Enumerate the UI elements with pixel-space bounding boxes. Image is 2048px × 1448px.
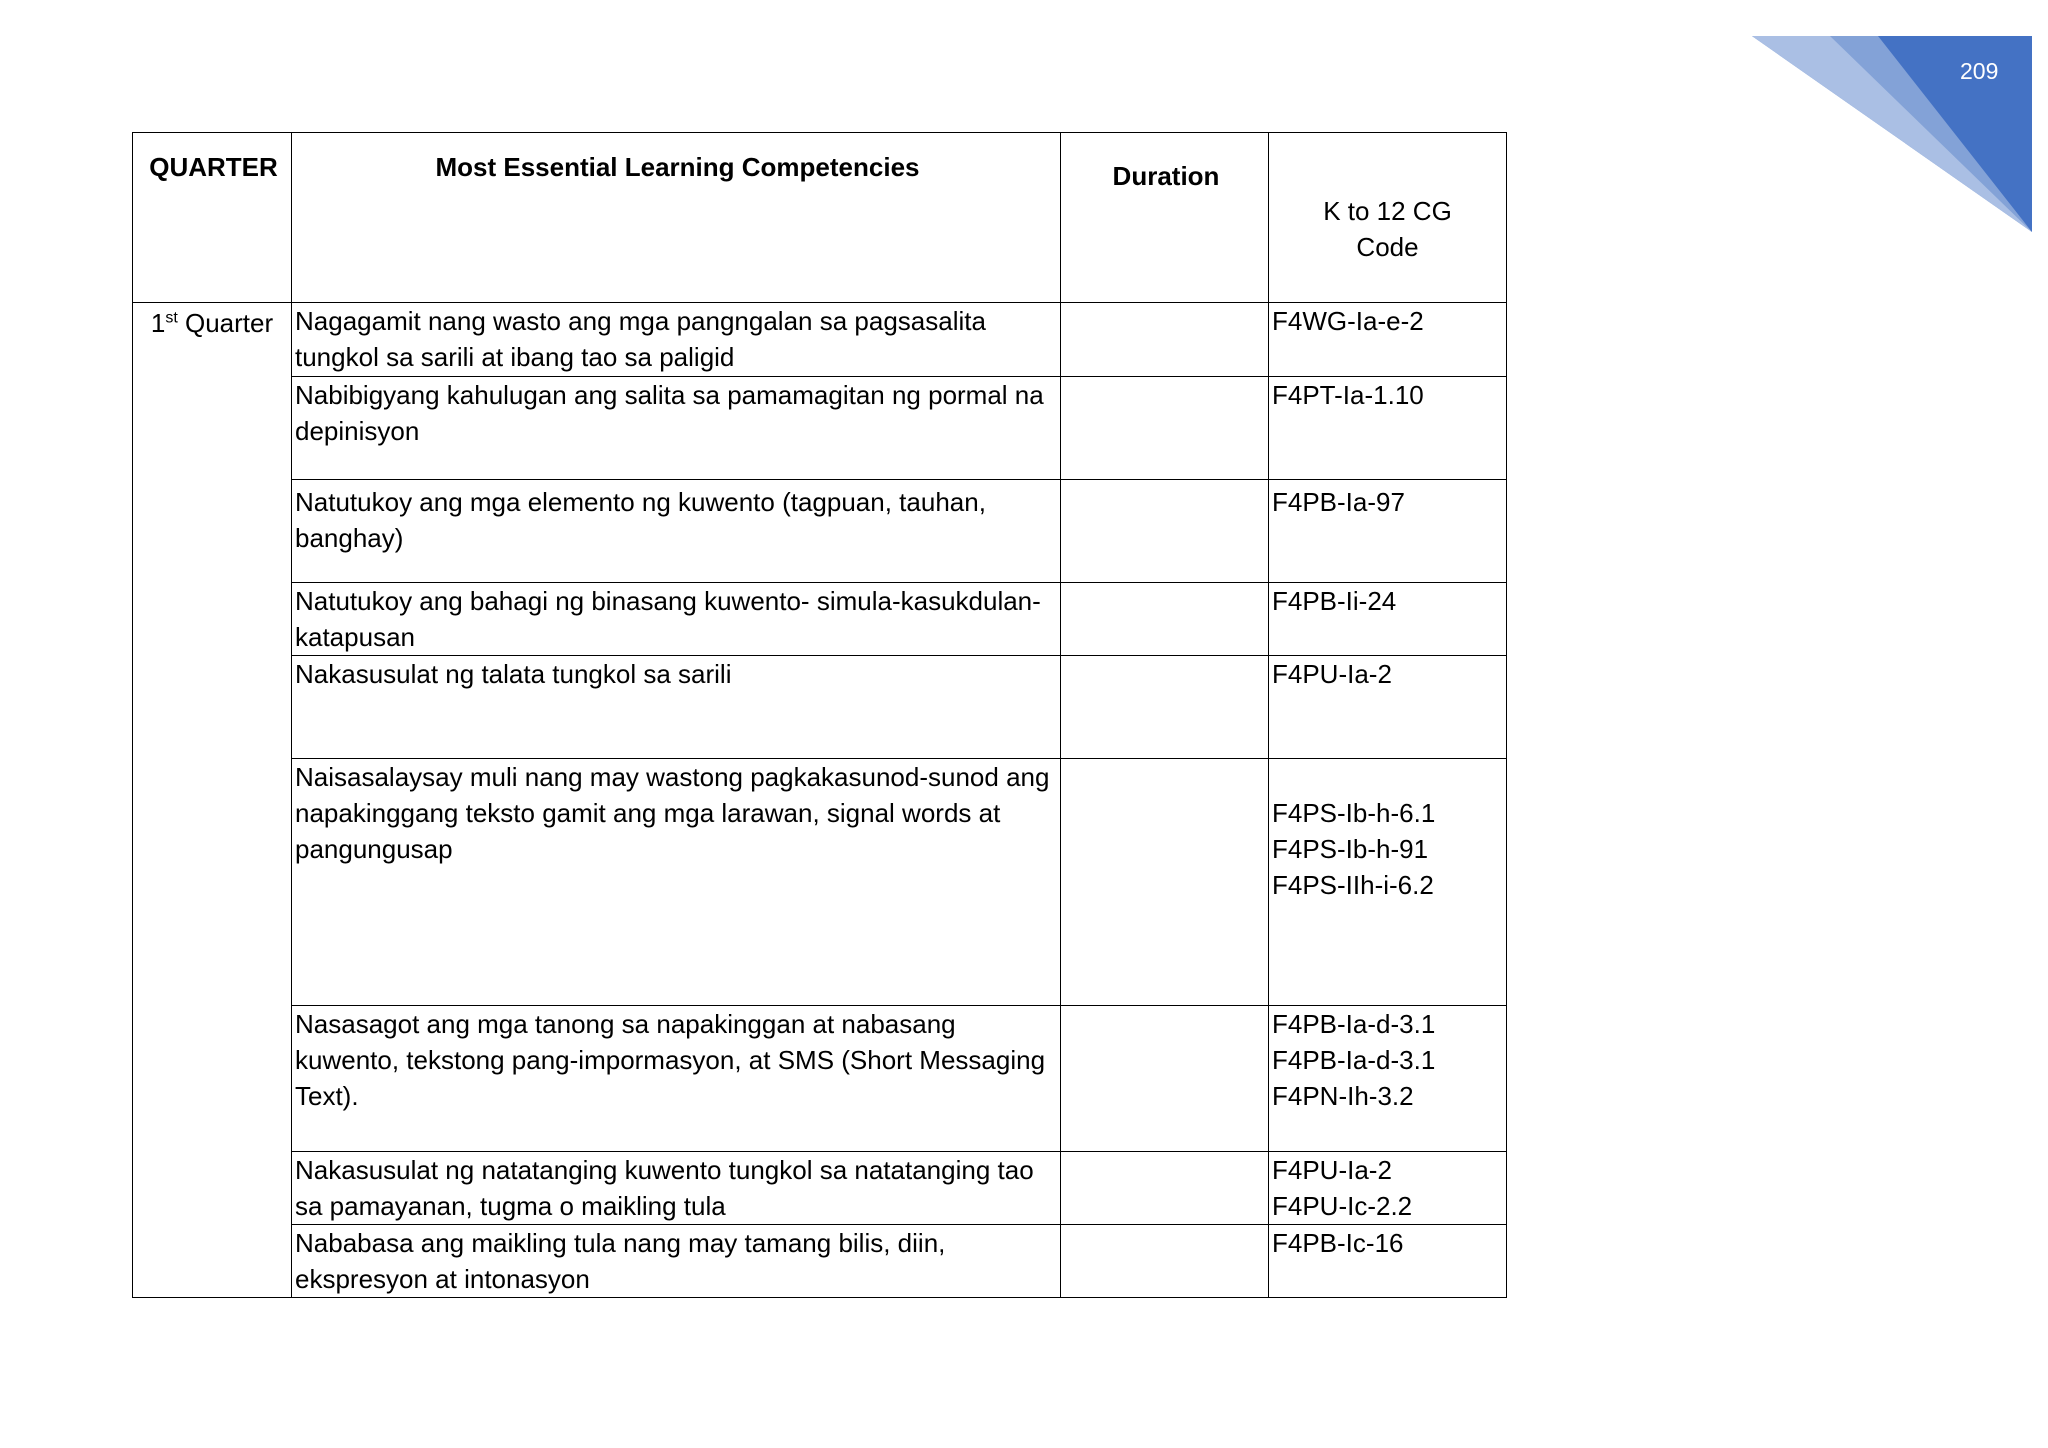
competency-cell: Nasasagot ang mga tanong sa napakinggan at nabasang kuwento, tekstong pang-impormasyon, at SMS (Short Messaging Text).	[292, 1006, 1061, 1152]
code-cell	[1269, 1152, 1507, 1225]
code-cell	[1269, 656, 1507, 759]
cg-code: F4PS-IIh-i-6.2	[1272, 870, 1434, 900]
duration-cell	[1061, 377, 1269, 480]
table-row	[133, 583, 1507, 656]
quarter-suffix: st	[165, 309, 178, 327]
competency-cell: Natutukoy ang bahagi ng binasang kuwento- simula-kasukdulan-katapusan	[292, 583, 1061, 656]
cg-code: F4PN-Ih-3.2	[1272, 1081, 1414, 1111]
header-competencies: Most Essential Learning Competencies	[292, 133, 1061, 303]
cg-code: F4PU-Ic-2.2	[1272, 1191, 1413, 1221]
cg-code: F4PB-Ia-d-3.1	[1272, 1045, 1436, 1075]
quarter-cell	[133, 303, 292, 1298]
header-quarter: QUARTER	[133, 133, 292, 303]
competency-cell: Naisasalaysay muli nang may wastong pagkakasunod-sunod ang napakinggang teksto gamit ang mga larawan, signal words at pangungusap	[292, 759, 1061, 1006]
cg-code: F4PS-Ib-h-6.1	[1272, 798, 1436, 828]
table-row	[133, 303, 1507, 377]
code-cell	[1269, 1225, 1507, 1298]
code-cell	[1269, 303, 1507, 377]
table-row	[133, 759, 1507, 1006]
table-row	[133, 1006, 1507, 1152]
header-cg-code	[1269, 133, 1507, 303]
table-row	[133, 1152, 1507, 1225]
competency-cell: Nagagamit nang wasto ang mga pangngalan sa pagsasalita tungkol sa sarili at ibang tao sa paligid	[292, 303, 1061, 377]
duration-cell	[1061, 1006, 1269, 1152]
cg-code: F4PB-Ia-97	[1272, 487, 1405, 517]
page-number: 209	[1960, 58, 1999, 84]
code-cell	[1269, 377, 1507, 480]
cg-code: F4WG-Ia-e-2	[1272, 306, 1424, 336]
cg-code: F4PT-Ia-1.10	[1272, 380, 1424, 410]
duration-cell	[1061, 759, 1269, 1006]
competency-cell: Nababasa ang maikling tula nang may tamang bilis, diin, ekspresyon at intonasyon	[292, 1225, 1061, 1298]
table-row	[133, 377, 1507, 480]
table-row	[133, 1225, 1507, 1298]
duration-cell	[1061, 656, 1269, 759]
melc-table	[132, 132, 1507, 1298]
competency-cell: Natutukoy ang mga elemento ng kuwento (tagpuan, tauhan, banghay)	[292, 480, 1061, 583]
competency-cell: Nakasusulat ng talata tungkol sa sarili	[292, 656, 1061, 759]
competency-cell: Nakasusulat ng natatanging kuwento tungkol sa natatanging tao sa pamayanan, tugma o maikling tula	[292, 1152, 1061, 1225]
duration-cell	[1061, 1152, 1269, 1225]
header-cg-code-line1: K to 12 CG	[1323, 196, 1452, 226]
quarter-number: 1	[150, 308, 166, 338]
table-row	[133, 480, 1507, 583]
table-body	[133, 303, 1507, 1298]
header-duration: Duration	[1061, 133, 1269, 303]
header-cg-code-line2: Code	[1356, 232, 1419, 262]
cg-code: F4PS-Ib-h-91	[1272, 834, 1429, 864]
duration-cell	[1061, 303, 1269, 377]
cg-code: F4PB-Ii-24	[1272, 586, 1397, 616]
code-cell	[1269, 1006, 1507, 1152]
header-row	[133, 133, 1507, 303]
code-cell	[1269, 759, 1507, 1006]
duration-cell	[1061, 583, 1269, 656]
duration-cell	[1061, 480, 1269, 583]
code-cell	[1269, 583, 1507, 656]
table-row	[133, 656, 1507, 759]
quarter-word: Quarter	[185, 308, 274, 338]
cg-code: F4PU-Ia-2	[1272, 659, 1392, 689]
duration-cell	[1061, 1225, 1269, 1298]
competency-cell: Nabibigyang kahulugan ang salita sa pamamagitan ng pormal na depinisyon	[292, 377, 1061, 480]
cg-code: F4PB-Ic-16	[1272, 1228, 1404, 1258]
cg-code: F4PB-Ia-d-3.1	[1272, 1009, 1436, 1039]
code-cell	[1269, 480, 1507, 583]
cg-code: F4PU-Ia-2	[1272, 1155, 1392, 1185]
